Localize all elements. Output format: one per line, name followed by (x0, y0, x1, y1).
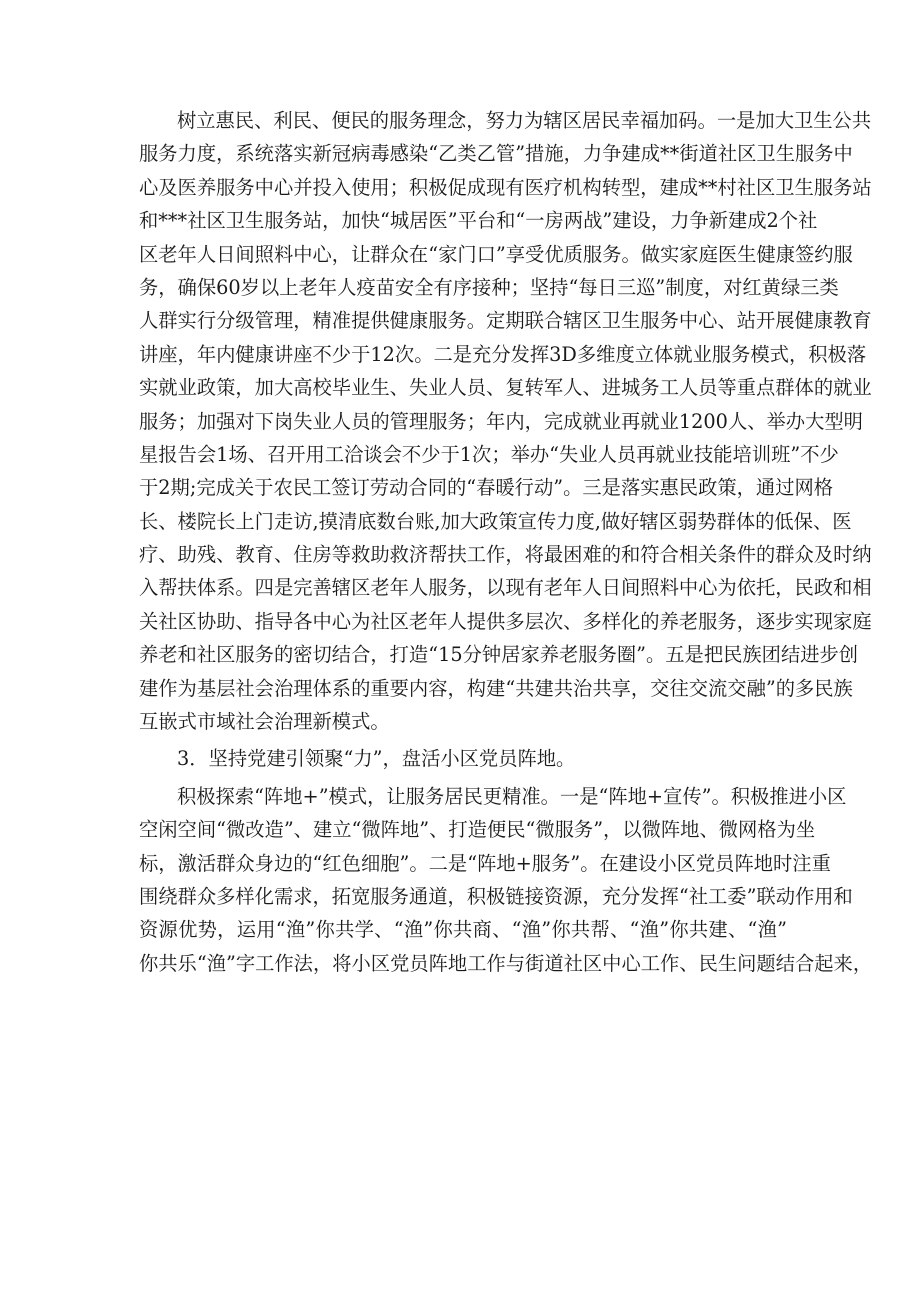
paragraph-line: 实就业政策，加大高校毕业生、失业人员、复转军人、进城务工人员等重点群体的就业 (139, 376, 872, 400)
paragraph-line: 建作为基层社会治理体系的重要内容，构建“共建共治共享，交往交流交融”的多民族 (139, 676, 853, 700)
paragraph-line: 和***社区卫生服务站，加快“城居医”平台和“一房两战”建设，力争新建成2个社 (139, 209, 818, 233)
paragraph-line: 疗、助残、教育、住房等救助救济帮扶工作，将最困难的和符合相关条件的群众及时纳 (139, 543, 872, 567)
paragraph-line: 树立惠民、利民、便民的服务理念，努力为辖区居民幸福加码。一是加大卫生公共 (177, 109, 872, 132)
paragraph-line: 围绕群众多样化需求，拓宽服务通道，积极链接资源，充分发挥“社工委”联动作用和 (139, 884, 853, 908)
paragraph-line: 服务力度，系统落实新冠病毒感染“乙类乙管”措施，力争建成**街道社区卫生服务中 (139, 142, 853, 166)
paragraph-line: 讲座，年内健康讲座不少于12次。二是充分发挥3D多维度立体就业服务模式，积极落 (139, 342, 867, 366)
section-heading: 3．坚持党建引领聚“力”，盘活小区党员阵地。 (177, 747, 576, 771)
paragraph-line: 互嵌式市域社会治理新模式。 (139, 710, 390, 734)
paragraph-line: 标，激活群众身边的“红色细胞”。二是“阵地+服务”。在建设小区党员阵地时注重 (139, 851, 831, 875)
paragraph-line: 区老年人日间照料中心，让群众在“家门口”享受优质服务。做实家庭医生健康签约服 (139, 242, 853, 266)
paragraph-line: 心及医养服务中心并投入使用；积极促成现有医疗机构转型，建成**村社区卫生服务站 (139, 175, 872, 199)
paragraph-line: 关社区协助、指导各中心为社区老年人提供多层次、多样化的养老服务，逐步实现家庭 (139, 609, 872, 633)
paragraph-line: 你共乐“渔”字工作法，将小区党员阵地工作与街道社区中心工作、民生问题结合起来， (139, 951, 873, 975)
paragraph-line: 资源优势，运用“渔”你共学、“渔”你共商、“渔”你共帮、“渔”你共建、“渔” (139, 918, 787, 942)
paragraph-line: 空闲空间“微改造”、建立“微阵地”、打造便民“微服务”，以微阵地、微网格为坐 (139, 818, 816, 842)
paragraph-line: 务，确保60岁以上老年人疫苗安全有序接种；坚持“每日三巡”制度，对红黄绿三类 (139, 275, 839, 299)
paragraph-line: 星报告会1场、召开用工洽谈会不少于1次；举办“失业人员再就业技能培训班”不少 (139, 442, 839, 466)
paragraph-line: 人群实行分级管理，精准提供健康服务。定期联合辖区卫生服务中心、站开展健康教育 (139, 309, 872, 333)
paragraph-line: 长、楼院长上门走访,摸清底数台账,加大政策宣传力度,做好辖区弱势群体的低保、医 (139, 509, 852, 533)
paragraph-line: 服务；加强对下岗失业人员的管理服务；年内，完成就业再就业1200人、举办大型明 (139, 409, 863, 433)
paragraph-line: 养老和社区服务的密切结合，打造“15分钟居家养老服务圈”。五是把民族团结进步创 (139, 643, 859, 667)
document-body (139, 104, 873, 980)
paragraph-line: 于2期;完成关于农民工签订劳动合同的“春暖行动”。三是落实惠民政策，通过网格 (139, 476, 834, 500)
paragraph-line: 积极探索“阵地+”模式，让服务居民更精准。一是“阵地+宣传”。积极推进小区 (177, 784, 847, 808)
paragraph-line: 入帮扶体系。四是完善辖区老年人服务，以现有老年人日间照料中心为依托，民政和相 (139, 576, 872, 600)
